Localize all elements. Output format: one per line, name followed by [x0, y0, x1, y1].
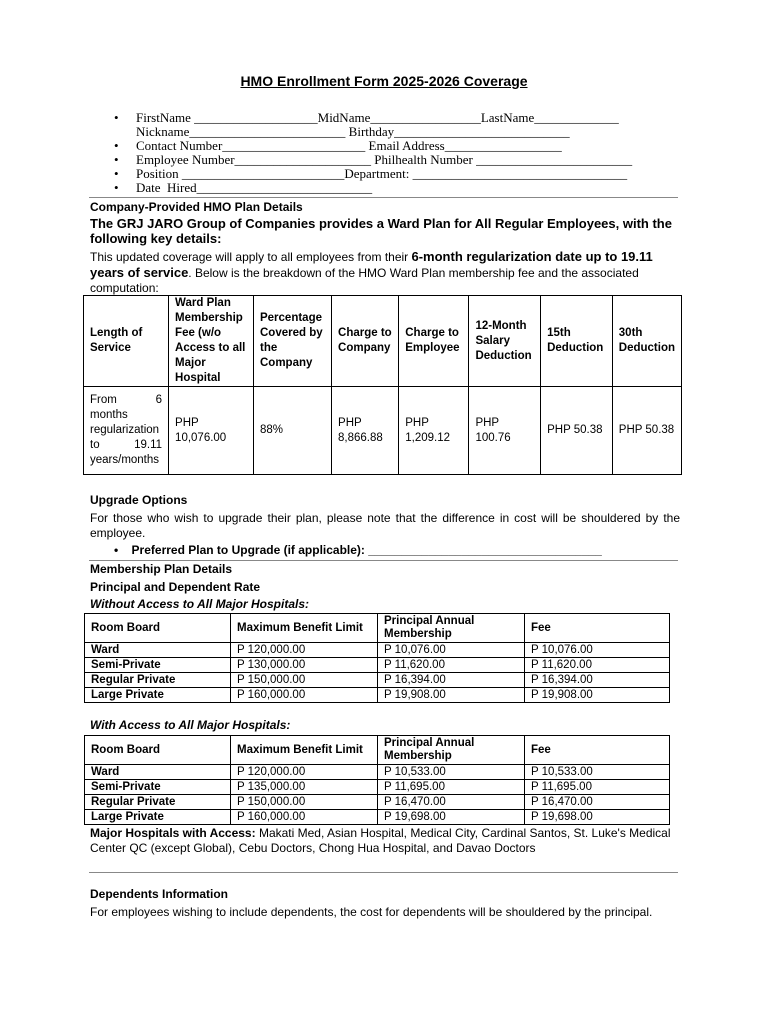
without-access-label: Without Access to All Major Hospitals: — [90, 597, 310, 611]
date-hired-field[interactable]: • Date Hired___________________________ — [114, 180, 373, 195]
table-row — [85, 673, 670, 688]
table-cell: Ward — [85, 643, 231, 658]
header-cell: Room Board — [85, 614, 231, 643]
divider — [89, 560, 678, 561]
table-cell: P 16,470.00 — [378, 795, 525, 810]
table-cell: P 10,533.00 — [525, 765, 670, 780]
bullet-icon: • — [114, 138, 119, 153]
table-cell: P 135,000.00 — [231, 780, 378, 795]
table-cell: P 130,000.00 — [231, 658, 378, 673]
table-cell: PHP 10,076.00 — [169, 387, 254, 475]
table-cell: P 19,908.00 — [378, 688, 525, 703]
employee-philhealth-fields[interactable]: • Employee Number_____________________ Philhealth Number ________________________ — [114, 152, 633, 167]
table-row — [84, 387, 682, 475]
employee-fields-list — [114, 111, 632, 195]
header-cell: Charge to Company — [332, 296, 399, 387]
table-row — [85, 643, 670, 658]
dependents-heading: Dependents Information — [90, 887, 229, 901]
table-row — [85, 658, 670, 673]
header-cell: Fee — [525, 614, 670, 643]
header-cell: Maximum Benefit Limit — [231, 614, 378, 643]
bullet-icon: • — [114, 180, 119, 195]
table-cell: P 120,000.00 — [231, 643, 378, 658]
table-cell: PHP 50.38 — [541, 387, 613, 475]
table-cell: P 150,000.00 — [231, 795, 378, 810]
table-cell: P 19,698.00 — [378, 810, 525, 825]
header-cell: Room Board — [85, 736, 231, 765]
table-row — [85, 780, 670, 795]
ward-plan-fee-table — [83, 295, 682, 475]
divider — [89, 872, 678, 873]
header-cell: Length of Service — [84, 296, 169, 387]
table-row — [85, 795, 670, 810]
company-plan-body: This updated coverage will apply to all employees from their 6-month regularization date up to 19.11 years of service. Below is the breakdown of the HMO Ward Plan membership fee and the associated computation: — [90, 249, 653, 295]
table-cell: PHP 50.38 — [612, 387, 681, 475]
table-row — [85, 765, 670, 780]
upgrade-heading: Upgrade Options — [90, 493, 188, 507]
table-cell: Large Private — [85, 810, 231, 825]
membership-subheading: Principal and Dependent Rate — [90, 580, 261, 594]
table-cell: P 16,394.00 — [378, 673, 525, 688]
header-cell: 15th Deduction — [541, 296, 613, 387]
table-header-row — [85, 736, 670, 765]
bullet-icon: • — [114, 110, 119, 125]
table-cell: P 120,000.00 — [231, 765, 378, 780]
table-cell: PHP 8,866.88 — [332, 387, 399, 475]
bullet-icon: • — [114, 166, 119, 181]
table-cell: P 10,076.00 — [378, 643, 525, 658]
table-cell: Semi-Private — [85, 658, 231, 673]
header-cell: Fee — [525, 736, 670, 765]
table-cell: Regular Private — [85, 673, 231, 688]
table-cell: P 11,620.00 — [525, 658, 670, 673]
nickname-birthday-fields[interactable]: Nickname________________________ Birthday___________________________ — [136, 124, 570, 139]
table-row — [85, 688, 670, 703]
membership-heading: Membership Plan Details — [90, 562, 233, 576]
table-cell: P 10,076.00 — [525, 643, 670, 658]
table-cell: From 6 months regularization to 19.11 years/months — [84, 387, 169, 475]
table-cell: Ward — [85, 765, 231, 780]
table-cell: 88% — [253, 387, 331, 475]
contact-email-fields[interactable]: • Contact Number______________________ Email Address__________________ — [114, 138, 562, 153]
table-cell: Large Private — [85, 688, 231, 703]
table-cell: P 11,620.00 — [378, 658, 525, 673]
divider — [89, 197, 678, 198]
table-row — [85, 810, 670, 825]
header-cell: Ward Plan Membership Fee (w/o Access to all Major Hospital — [169, 296, 254, 387]
table-cell: Semi-Private — [85, 780, 231, 795]
header-cell: 12-Month Salary Deduction — [469, 296, 541, 387]
dependents-body: For employees wishing to include dependents, the cost for dependents will be shouldered by the principal. — [90, 905, 653, 919]
table-cell: P 150,000.00 — [231, 673, 378, 688]
header-cell: 30th Deduction — [612, 296, 681, 387]
header-cell: Maximum Benefit Limit — [231, 736, 378, 765]
table-cell: PHP 1,209.12 — [399, 387, 469, 475]
preferred-plan-field[interactable]: • Preferred Plan to Upgrade (if applicable): ___________________________________ — [114, 543, 602, 557]
with-access-label: With Access to All Major Hospitals: — [90, 718, 291, 732]
bullet-icon: • — [114, 543, 119, 557]
company-plan-heading: Company-Provided HMO Plan Details — [90, 200, 303, 214]
table-cell: PHP 100.76 — [469, 387, 541, 475]
header-cell: Charge to Employee — [399, 296, 469, 387]
table-cell: P 16,470.00 — [525, 795, 670, 810]
table-cell: P 160,000.00 — [231, 810, 378, 825]
upgrade-body: For those who wish to upgrade their plan, please note that the difference in cost will be shouldered by the employee. — [90, 511, 680, 540]
rates-without-access-table — [84, 613, 670, 703]
table-cell: P 11,695.00 — [378, 780, 525, 795]
table-cell: P 19,908.00 — [525, 688, 670, 703]
table-header-row — [85, 614, 670, 643]
position-department-fields[interactable]: • Position _________________________Department: _________________________________ — [114, 166, 628, 181]
form-title: HMO Enrollment Form 2025-2026 Coverage — [240, 73, 528, 89]
table-header-row — [84, 296, 682, 387]
table-cell: Regular Private — [85, 795, 231, 810]
header-cell: Principal Annual Membership — [378, 736, 525, 765]
major-hospitals-note: Major Hospitals with Access: Makati Med, Asian Hospital, Medical City, Cardinal Santos, St. Luke's Medical Center QC (except Global), Cebu Doctors, Chong Hua Hospital, and Davao Doctors — [90, 826, 671, 855]
table-cell: P 160,000.00 — [231, 688, 378, 703]
header-cell: Percentage Covered by the Company — [253, 296, 331, 387]
table-cell: P 19,698.00 — [525, 810, 670, 825]
header-cell: Principal Annual Membership — [378, 614, 525, 643]
rates-with-access-table — [84, 735, 670, 825]
table-cell: P 10,533.00 — [378, 765, 525, 780]
company-plan-intro: The GRJ JARO Group of Companies provides a Ward Plan for All Regular Employees, with the following key details: — [90, 216, 672, 246]
bullet-icon: • — [114, 152, 119, 167]
table-cell: P 16,394.00 — [525, 673, 670, 688]
name-fields[interactable]: • FirstName ___________________MidName_________________LastName_____________ — [114, 110, 619, 125]
table-cell: P 11,695.00 — [525, 780, 670, 795]
